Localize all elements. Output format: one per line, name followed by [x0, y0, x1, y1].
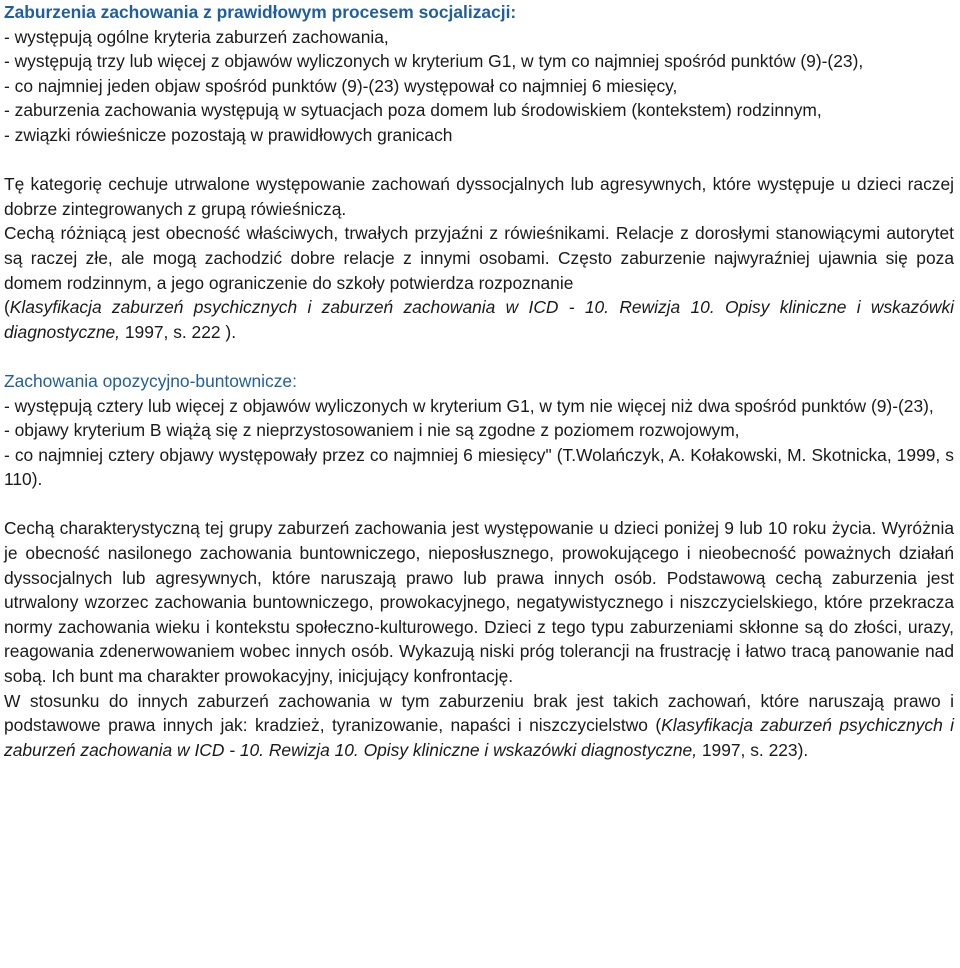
citation-open: ( — [4, 297, 10, 318]
criterion-item: - co najmniej cztery objawy występowały przez co najmniej 6 miesięcy" (T.Wolańczyk, A. Kołakowski, M. Skotnicka, 1999, s 110). — [4, 444, 954, 490]
paragraph: Cechą różniącą jest obecność właściwych, trwałych przyjaźni z rówieśnikami. Relacje z dorosłymi stanowiącymi autorytet są raczej złe, ale mogą zachodzić dobre relacje z innymi osobami. Często zaburzenie najwyraźniej ujawnia się poza domem rodzinnym, a jego ograniczenie do szkoły potwierdza rozpoznanie — [4, 223, 954, 293]
spacer — [4, 344, 954, 369]
section-heading-oppositional: Zachowania opozycyjno-buntownicze: — [4, 370, 297, 391]
paragraph — [4, 689, 954, 763]
citation — [4, 295, 954, 344]
criterion-item: - co najmniej jeden objaw spośród punktów (9)-(23) występował co najmniej 6 miesięcy, — [4, 75, 678, 96]
criterion-item: - występują ogólne kryteria zaburzeń zachowania, — [4, 26, 389, 47]
section-heading-socialized: Zaburzenia zachowania z prawidłowym procesem socjalizacji: — [4, 2, 517, 22]
criterion-item: - występują trzy lub więcej z objawów wyliczonych w kryterium G1, w tym co najmniej spośród punktów (9)-(23), — [4, 51, 864, 72]
citation-title: Klasyfikacja zaburzeń psychicznych i zaburzeń zachowania w ICD - 10. Rewizja 10. Opisy kliniczne i wskazówki diagnostyczne, — [4, 297, 954, 342]
spacer — [4, 492, 954, 517]
citation-rest: 1997, s. 223). — [697, 739, 809, 760]
paragraph-text: W stosunku do innych zaburzeń zachowania w tym zaburzeniu brak jest takich zachowań, które naruszają prawo i podstawowe prawa innych jak: kradzież, tyranizowanie, napaści i niszczycielstwo ( — [4, 690, 954, 736]
criterion-item: - objawy kryterium B wiążą się z nieprzystosowaniem i nie są zgodne z poziomem rozwojowym, — [4, 420, 740, 441]
paragraph: Cechą charakterystyczną tej grupy zaburzeń zachowania jest występowanie u dzieci poniżej 9 lub 10 roku życia. Wyróżnia je obecność nasilonego zachowania buntowniczego, nieposłusznego, prowokującego i nieobecność poważnych działań dyssocjalnych lub agresywnych, które naruszają prawo lub prawa innych osób. Podstawową cechą zaburzenia jest utrwalony wzorzec zachowania buntowniczego, prowokacyjnego, negatywistycznego i niszczycielskiego, które przekracza normy zachowania wieku i kontekstu społeczno-kulturowego. Dzieci z tego typu zaburzeniami skłonne są do złości, urazy, reagowania zdenerwowaniem wobec innych osób. Wykazują niski próg tolerancji na frustrację i łatwo tracą panowanie nad sobą. Ich bunt ma charakter prowokacyjny, inicjujący konfrontację. — [4, 518, 954, 687]
criteria-list-socialized — [4, 25, 954, 148]
citation-title: Klasyfikacja zaburzeń psychicznych i zaburzeń zachowania w ICD - 10. Rewizja 10. Opisy kliniczne i wskazówki diagnostyczne, — [4, 715, 955, 760]
criterion-item: - związki rówieśnicze pozostają w prawidłowych granicach — [4, 124, 453, 145]
criterion-item: - zaburzenia zachowania występują w sytuacjach poza domem lub środowiskiem (kontekstem) rodzinnym, — [4, 100, 822, 121]
criteria-list-oppositional — [4, 394, 954, 492]
spacer — [4, 148, 954, 173]
paragraph: Tę kategorię cechuje utrwalone występowanie zachowań dyssocjalnych lub agresywnych, które występuje u dzieci raczej dobrze zintegrowanych z grupą rówieśniczą. — [4, 174, 954, 219]
citation-rest: 1997, s. 222 ). — [120, 321, 237, 342]
criterion-item: - występują cztery lub więcej z objawów wyliczonych w kryterium G1, w tym nie więcej niż dwa spośród punktów (9)-(23), — [4, 395, 934, 416]
